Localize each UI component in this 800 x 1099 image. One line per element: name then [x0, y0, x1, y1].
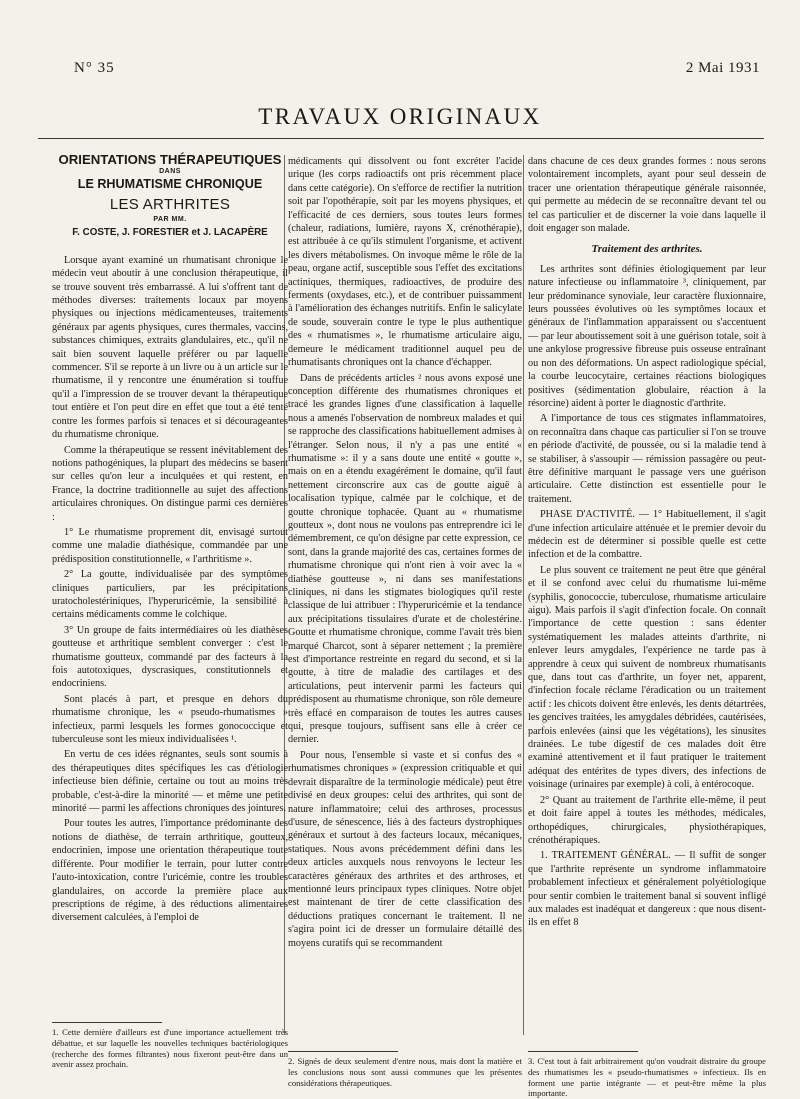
paragraph: Pour toutes les autres, l'importance prédominante des notions de diathèse, de terrain arthritique, goutteux, endocrinien, impose une orientation thérapeutique toute différente. Pour modifier le terrain, pour lutter contre l'auto-intoxication, contre l'uricémie, contre les troubles glandulaires, on accorde la première place aux prescriptions de régime, à des réductions alimentaires diversement calculées, à l'emploi de	[52, 818, 288, 924]
header-rule	[38, 138, 764, 139]
column-1	[52, 152, 288, 927]
paragraph: En vertu de ces idées régnantes, seuls sont soumis à des thérapeutiques dites spécifiques les cas d'étiologie infectieuse bien définie, certaine ou tout au moins très probable, c'est-à-dire la minorité — et même une petite minorité — parmi les affections chroniques des jointures.	[52, 749, 288, 815]
paragraph: 1. TRAITEMENT GÉNÉRAL. — Il suffit de songer que l'arthrite représente un syndrome inflammatoire probablement infectieux et généralement polyétiologique pour sentir combien le traitement banal si souvent infligé aux malades est inadéquat et dangereux : que nous disent-ils en effet 8	[528, 850, 766, 929]
footnote-rule	[528, 1051, 638, 1052]
paragraph: A l'importance de tous ces stigmates inflammatoires, on reconnaîtra dans chaque cas particulier si l'on se trouve en période d'activité, de poussée, ou si la maladie tend à se stabiliser, à s'assoupir — rémission passagère ou peut-être définitive marquant le passage vers une guérison articulaire. Cette distinction est essentielle pour le traitement.	[528, 413, 766, 505]
footnote-1-block	[52, 1016, 288, 1070]
paragraph: Comme la thérapeutique se ressent inévitablement des notions pathogéniques, la plupart des médecins se basent sur celles qu'on leur a inculquées et qui restent, en France, la doctrine traditionnelle au sujet des affections articulaires chroniques. On distingue parmi ces dernières :	[52, 444, 288, 523]
article-title-line1: ORIENTATIONS THÉRAPEUTIQUES	[58, 152, 282, 167]
column-2	[288, 155, 522, 952]
page-number: N° 35	[74, 60, 115, 76]
footnote-rule	[52, 1022, 162, 1023]
paragraph: 1° Le rhumatisme proprement dit, envisagé surtout comme une maladie diathésique, commandée par une prédisposition constitutionnelle, « l'arthritisme ».	[52, 526, 288, 565]
paragraph: PHASE D'ACTIVITÉ. — 1° Habituellement, il s'agit d'une infection articulaire atténuée et le premier devoir du médecin est de déterminer si possible quelle est cette infection et de la combattre.	[528, 509, 766, 561]
paragraph: Pour nous, l'ensemble si vaste et si confus des « rhumatismes chroniques » (expression critiquable et qui devrait disparaître de la terminologie médicale) peut être divisé en deux groupes: celui des arthrites, qui sont de nature inflammatoire; celui des arthroses, processus d'usure, de sénescence, liés à des facteurs dystrophiques généraux et surtout à des facteurs locaux, mécaniques, statiques. Nous avons précédemment défini dans les deux articles auxquels nous renvoyons le lecteur les caractères généraux des arthrites et des arthroses, et mentionné leurs principaux types cliniques. Notre objet est maintenant de tirer de cette classification des déductions pratiques concernant le traitement. Il ne s'agira point ici de dresser un formulaire détaillé des moyens curatifs qui se recommandent	[288, 749, 522, 949]
paragraph: 3° Un groupe de faits intermédiaires où les diathèses goutteuse et arthritique semblent converger : c'est le rhumatisme goutteux, commandé par des facteurs à la fois autotoxiques, dyscrasiques, constitutionnels et endocriniens.	[52, 624, 288, 690]
paragraph: Lorsque ayant examiné un rhumatisant chronique le médecin veut aboutir à une conclusion thérapeutique, il se trouve souvent très embarrassé. A lui s'offrent tant de méthodes diverses: traitements locaux par moyens physiques ou injections médicamenteuses, traitements généraux par agents physiques, cures thermales, vaccins, substances chimiques, extraits glandulaires, etc., qu'il ne sait bien souvent laquelle préférer ou par laquelle commencer. S'il se reporte à un livre ou à un article sur le rhumatisme, il y rencontre une énumération si touffue qu'il a l'impression de se trouver devant la thérapeutique tout entière et l'on peut dire en effet que tout a été tenté contre les formes parfois si tenaces et si décourageantes du rhumatisme chronique.	[52, 254, 288, 441]
column-3	[528, 155, 766, 932]
article-authors: F. COSTE, J. FORESTIER et J. LACAPÈRE	[72, 227, 268, 239]
paragraph: Sont placés à part, et presque en dehors du rhumatisme chronique, les « pseudo-rhumatismes » infectieux, parmi lesquels les formes gonococcique et tuberculeuse sont les mieux individualisées ¹.	[52, 693, 288, 746]
page-header	[74, 60, 760, 84]
footnote-1: 1. Cette dernière d'ailleurs est d'une importance actuellement très débattue, et sur laquelle les nouvelles techniques bactériologiques (recherche des formes filtrantes) nous fixeront peut-être dans un avenir assez prochain.	[52, 1027, 288, 1070]
paragraph: médicaments qui dissolvent ou font excréter l'acide urique (les corps radioactifs ont pris récemment place dans cette catégorie). On s'efforce de rectifier la nutrition soit par l'opothérapie, soit par les moyens physiques, et l'efficacité de ces derniers, sous toutes leurs formes (chaleur, radiations, lumière, rayons X, crénothérapie), est attribuée à ce qu'ils stimulent l'organisme, et activent les divers métabolismes. On invoque même le rôle de la peau, organe actif, susceptible sous l'effet des excitations actiniques, thermiques, radioactives, de produire des ferments (oxydases, etc.), et de contribuer puissamment à l'amélioration des échanges nutritifs. Enfin le salicylate de soude, souverain contre le type le plus authentique des « rhumatismes », le rhumatisme articulaire aigu, demeure le médicament traditionnel auquel peu de rhumatisants chroniques ont la chance d'échapper.	[288, 156, 522, 369]
paragraph: Dans de précédents articles ² nous avons exposé une conception différente des rhumatismes chroniques et tracé les grandes lignes d'une classification à laquelle nous a amenés l'observation de nombreux malades et qui se rapproche des classifications habituellement admises à l'étranger. Selon nous, il n'y a pas une entité « rhumatisme »: il y a sans doute une entité « goutte », mais on en a étendu exagérément le domaine, qu'il faut nettement circonscrire aux cas de goutte aiguë à localisation typique, calmée par le colchique, et de goutte chronique tophacée. Quant au « rhumatisme goutteux », dont nous ne voulons pas entreprendre ici le démembrement, ce qu'on désigne par cette expression, ce sont, dans la grande majorité des cas, certaines formes de rhumatisme chronique qui n'ont rien à voir avec la « diathèse goutteuse », ni dans ses manifestations cliniques, ni dans les stigmates biologiques qu'il reste classique de lui attribuer : l'hyperuricémie et la tendance aux précipitations tissulaires d'urate et de cholestérine. Goutte et rhumatisme chronique, comme l'avait très bien marqué Charcot, sont à séparer nettement ; la première est d'importance restreinte en regard du second, et si la goutte, à titre de maladie des cartilages et des articulations, peut intervenir parmi les facteurs qui prédisposent au rhumatisme chronique, son rôle demeure très effacé en comparaison de toutes les autres causes qui, presque toujours, suffisent sans elle à créer ce dernier.	[288, 372, 522, 746]
issue-date: 2 Mai 1931	[685, 60, 760, 76]
article-title-dans: DANS	[159, 168, 181, 175]
footnote-rule	[288, 1051, 398, 1052]
article-title-line2: LE RHUMATISME CHRONIQUE	[77, 177, 263, 191]
subheading: Traitement des arthrites.	[591, 243, 703, 256]
paragraph: 2° Quant au traitement de l'arthrite elle-même, il peut et doit faire appel à toutes les méthodes, médicales, orthopédiques, chirurgicales, physiothérapiques, crénothérapiques.	[528, 794, 766, 846]
footnote-2: 2. Signés de deux seulement d'entre nous, mais dont la matière et les conclusions nous sont aussi communes que les présentes considérations thérapeutiques.	[288, 1056, 522, 1088]
column-divider	[523, 155, 524, 1035]
article-title-line3: LES ARTHRITES	[109, 196, 231, 213]
paragraph: Le plus souvent ce traitement ne peut être que général et il se confond avec celui du rhumatisme lui-même (syphilis, gonococcie, tuberculose, rhumatisme articulaire aigu). Mais parfois il s'agit d'infection focale. On connaît l'importance de cette question : sans édenter systématiquement les malades atteints d'arthrite, ni enlever leurs amygdales, l'expérience ne tarde pas à apprendre à ceux qui suivent de nombreux rhumatisants que, dans tout cas d'arthrite, un foyer net, apparent, d'infection focale réclame l'éradication ou un traitement actif : les chicots doivent être enlevés, les dents détartrées, les gencives traitées, les amygdales débridées, cautérisées, parfois enlevées (ainsi que les végétations), les sinusites drainées. Le tube digestif de ces malades doit être examiné attentivement et il faut pratiquer le traitement adéquat des entérites de types divers, des infections de voisinage (urinaires par exemple) à coli, à entérocoque.	[528, 564, 766, 791]
paragraph: dans chacune de ces deux grandes formes : nous serons volontairement incomplets, ayant pour seul dessein de tracer une orientation thérapeutique générale raisonnée, qui permette au médecin de se reconnaître devant tel ou tel cas particulier et de discerner la voie dans laquelle il doit engager son malade.	[528, 156, 766, 235]
section-title: TRAVAUX ORIGINAUX	[258, 104, 542, 129]
footnote-3-block	[528, 1045, 766, 1099]
article-par: PAR MM.	[153, 216, 187, 224]
footnote-3: 3. C'est tout à fait arbitrairement qu'on voudrait distraire du groupe des rhumatismes les « pseudo-rhumatismes » infectieux. Ils en forment une partie intégrante — et peut-être même la plus importante.	[528, 1056, 766, 1099]
paragraph: 2° La goutte, individualisée par des symptômes cliniques particuliers, par les précipitations uratocholestériniques, l'hyperuricémie, la sensibilité à certains médicaments comme le colchique.	[52, 569, 288, 621]
article-heading	[52, 152, 288, 240]
paragraph: Les arthrites sont définies étiologiquement par leur nature infectieuse ou inflammatoire ³, cliniquement, par leur prédominance synoviale, leur caractère fluxionnaire, leurs poussées évolutives où les symptômes locaux et généraux de l'inflammation apparaissent ou s'accentuent — par leur aboutissement soit à une guérison totale, soit à une ankylose progressive fibreuse puis osseuse entraînant ou non des déformations. Un aspect radiologique spécial, la courbe leucocytaire, certaines réactions biologiques positives (sédimentation globulaire, réaction à la résorcine) aident à porter le diagnostic d'arthrite.	[528, 263, 766, 409]
